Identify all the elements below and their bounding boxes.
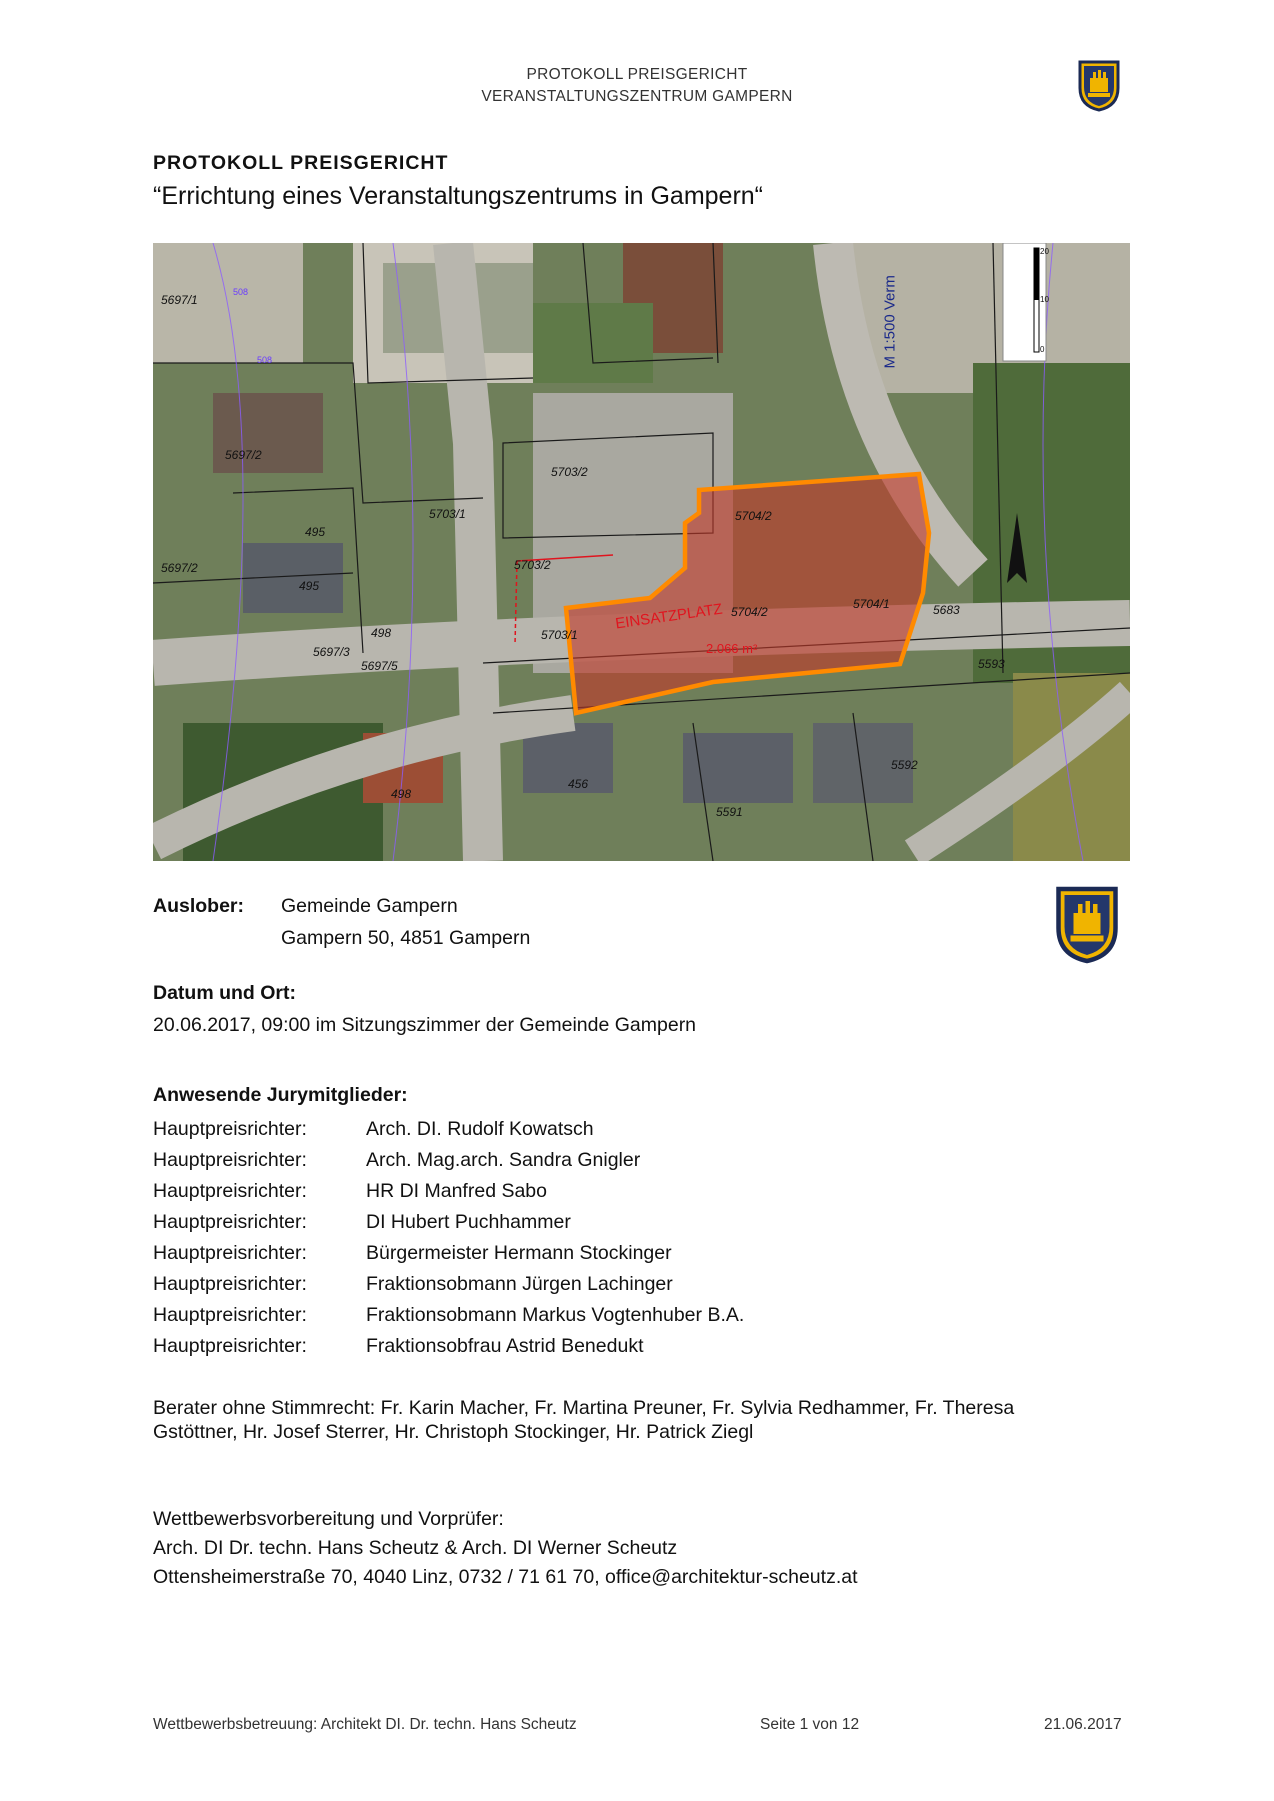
jury-member-name: Bürgermeister Hermann Stockinger [366, 1242, 672, 1264]
site-aerial-map [153, 243, 1130, 861]
datum-value: 20.06.2017, 09:00 im Sitzungszimmer der Gemeinde Gampern [153, 1014, 697, 1036]
header-line-1: PROTOKOLL PREISGERICHT [526, 66, 748, 83]
parcel-label: 495 [305, 525, 326, 539]
contour-label: 508 [233, 287, 249, 297]
parcel-label: 5703/2 [514, 558, 551, 572]
scale-tick-10: 10 [1040, 295, 1049, 304]
map-scale-label: M 1:500 Verm [881, 275, 899, 369]
footer-page-number: Seite 1 von 12 [760, 1716, 860, 1733]
jury-member-name: Arch. Mag.arch. Sandra Gnigler [366, 1149, 641, 1171]
jury-member-name: Fraktionsobmann Markus Vogtenhuber B.A. [366, 1304, 745, 1326]
jury-role: Hauptpreisrichter: [153, 1180, 307, 1202]
contour-label: 508 [257, 355, 273, 365]
footer-date: 21.06.2017 [1044, 1716, 1122, 1733]
footer-left: Wettbewerbsbetreuung: Architekt DI. Dr. techn. Hans Scheutz [153, 1716, 577, 1733]
site-label: EINSATZPLATZ [614, 600, 724, 633]
parcel-label: 456 [568, 777, 589, 791]
parcel-label: 5591 [716, 805, 743, 819]
auslober-label: Auslober: [153, 895, 245, 917]
parcel-label: 495 [299, 579, 320, 593]
document-subtitle: “Errichtung eines Veranstaltungszentrums in Gampern“ [153, 182, 764, 210]
jury-member-name: Fraktionsobmann Jürgen Lachinger [366, 1273, 673, 1295]
parcel-label: 5593 [978, 657, 1005, 671]
parcel-label: 5697/5 [361, 659, 398, 673]
parcel-label: 5683 [933, 603, 960, 617]
jury-role: Hauptpreisrichter: [153, 1118, 307, 1140]
jury-role: Hauptpreisrichter: [153, 1242, 307, 1264]
auslober-name: Gemeinde Gampern [281, 895, 458, 917]
scale-tick-0: 0 [1040, 345, 1045, 354]
parcel-label: 5697/3 [313, 645, 350, 659]
berater-line-2: Gstöttner, Hr. Josef Sterrer, Hr. Christoph Stockinger, Hr. Patrick Ziegl [153, 1421, 754, 1443]
jury-role: Hauptpreisrichter: [153, 1304, 307, 1326]
parcel-label: 5592 [891, 758, 918, 772]
parcel-label: 5703/1 [429, 507, 466, 521]
parcel-label: 5697/2 [225, 448, 262, 462]
jury-member-name: Fraktionsobfrau Astrid Benedukt [366, 1335, 644, 1357]
parcel-label: 498 [371, 626, 392, 640]
header-line-2: VERANSTALTUNGSZENTRUM GAMPERN [481, 88, 793, 105]
parcel-label: 5703/2 [551, 465, 588, 479]
parcel-label: 5704/1 [853, 597, 890, 611]
parcel-label: 5704/2 [731, 605, 768, 619]
datum-label: Datum und Ort: [153, 982, 296, 1004]
gampern-coat-of-arms-icon [1055, 886, 1119, 964]
parcel-label: 5703/1 [541, 628, 578, 642]
vorbereitung-heading: Wettbewerbsvorbereitung und Vorprüfer: [153, 1508, 504, 1530]
parcel-label: 498 [391, 787, 412, 801]
parcel-label: 5697/2 [161, 561, 198, 575]
jury-role: Hauptpreisrichter: [153, 1149, 307, 1171]
parcel-label: 5697/1 [161, 293, 198, 307]
parcel-label: 5704/2 [735, 509, 772, 523]
jury-member-name: DI Hubert Puchhammer [366, 1211, 571, 1233]
auslober-address: Gampern 50, 4851 Gampern [281, 927, 531, 949]
vorbereitung-names: Arch. DI Dr. techn. Hans Scheutz & Arch. DI Werner Scheutz [153, 1537, 678, 1559]
document-heading: PROTOKOLL PREISGERICHT [153, 152, 449, 174]
jury-member-name: HR DI Manfred Sabo [366, 1180, 547, 1202]
site-area-label: 2.066 m² [706, 641, 758, 656]
jury-role: Hauptpreisrichter: [153, 1211, 307, 1233]
jury-role: Hauptpreisrichter: [153, 1335, 307, 1357]
jury-heading: Anwesende Jurymitglieder: [153, 1084, 408, 1106]
scale-tick-20: 20 [1040, 247, 1049, 256]
jury-member-name: Arch. DI. Rudolf Kowatsch [366, 1118, 594, 1140]
jury-role: Hauptpreisrichter: [153, 1273, 307, 1295]
vorbereitung-contact: Ottensheimerstraße 70, 4040 Linz, 0732 / 71 61 70, office@architektur-scheutz.at [153, 1566, 858, 1588]
berater-line-1: Berater ohne Stimmrecht: Fr. Karin Macher, Fr. Martina Preuner, Fr. Sylvia Redhammer, Fr. Theresa [153, 1397, 1015, 1419]
gampern-coat-of-arms-icon [1078, 60, 1120, 112]
